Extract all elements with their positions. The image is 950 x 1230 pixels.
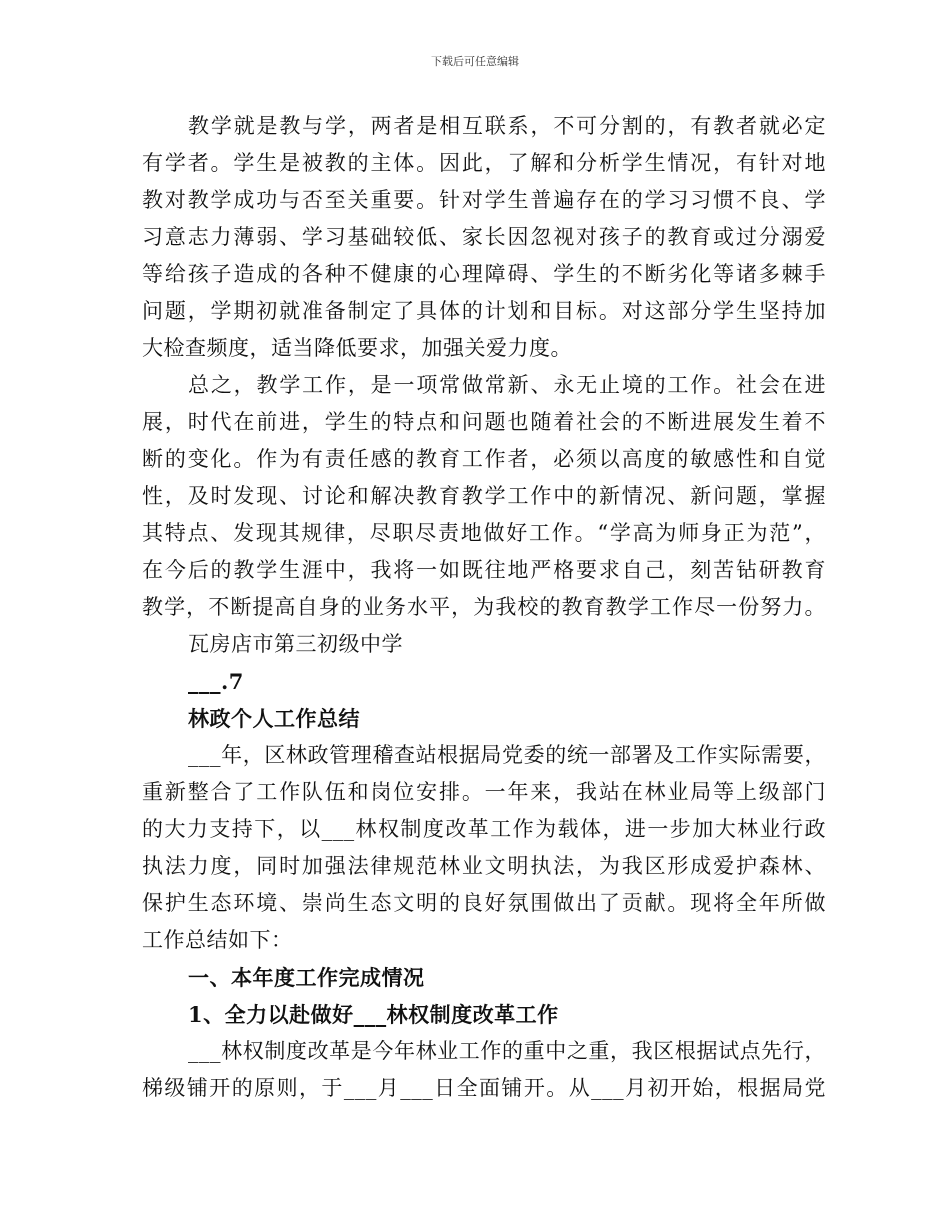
paragraph-line: 有学者。学生是被教的主体。因此，了解和分析学生情况，有针对地 — [142, 151, 826, 175]
paragraph-line: 在今后的教学生涯中，我将一如既往地严格要求自己，刻苦钻研教育 — [142, 558, 826, 582]
document-body — [142, 108, 826, 1107]
paragraph-line: 梯级铺开的原则，于___月___日全面铺开。从___月初开始，根据局党 — [142, 1076, 826, 1100]
paragraph-line: 大检查频度，适当降低要求，加强关爱力度。 — [142, 336, 572, 360]
paragraph-line: 总之，教学工作，是一项常做常新、永无止境的工作。社会在进 — [188, 373, 826, 397]
paragraph-line: 保护生态环境、崇尚生态文明的良好氛围做出了贡献。现将全年所做 — [142, 891, 826, 915]
paragraph-line: 瓦房店市第三初级中学 — [188, 632, 403, 656]
paragraph-line: 等给孩子造成的各种不健康的心理障碍、学生的不断劣化等诸多棘手 — [142, 262, 826, 286]
paragraph-line: 工作总结如下： — [142, 928, 293, 952]
paragraph-line: 的大力支持下，以___林权制度改革工作为载体，进一步加大林业行政 — [142, 817, 826, 841]
paragraph-line: 性，及时发现、讨论和解决教育教学工作中的新情况、新问题，掌握 — [142, 484, 826, 508]
paragraph-line: 断的变化。作为有责任感的教育工作者，必须以高度的敏感性和自觉 — [142, 447, 826, 471]
heading-line: 一、本年度工作完成情况 — [188, 965, 425, 990]
paragraph-line: ___年，区林政管理稽查站根据局党委的统一部署及工作实际需要， — [188, 743, 826, 767]
paragraph-line: 其特点、发现其规律，尽职尽责地做好工作。“学高为师身正为范”， — [142, 521, 826, 545]
paragraph-line: 展，时代在前进，学生的特点和问题也随着社会的不断进展发生着不 — [142, 410, 826, 434]
paragraph-line: 教学就是教与学，两者是相互联系，不可分割的，有教者就必定 — [188, 114, 826, 138]
paragraph-line: 教对教学成功与否至关重要。针对学生普遍存在的学习习惯不良、学 — [142, 188, 826, 212]
paragraph-line: 重新整合了工作队伍和岗位安排。一年来，我站在林业局等上级部门 — [142, 780, 826, 804]
paragraph-line: 习意志力薄弱、学习基础较低、家长因忽视对孩子的教育或过分溺爱 — [142, 225, 826, 249]
heading-line: ___.7 — [188, 669, 244, 694]
paragraph-line: 教学，不断提高自身的业务水平，为我校的教育教学工作尽一份努力。 — [142, 595, 826, 619]
paragraph-line: ___林权制度改革是今年林业工作的重中之重，我区根据试点先行， — [188, 1039, 826, 1063]
page-header: 下载后可任意编辑 — [431, 55, 519, 68]
heading-line: 林政个人工作总结 — [188, 706, 360, 731]
paragraph-line: 问题，学期初就准备制定了具体的计划和目标。对这部分学生坚持加 — [142, 299, 826, 323]
paragraph-line: 执法力度，同时加强法律规范林业文明执法，为我区形成爱护森林、 — [142, 854, 826, 878]
heading-line: 1、全力以赴做好___林权制度改革工作 — [188, 1002, 559, 1027]
